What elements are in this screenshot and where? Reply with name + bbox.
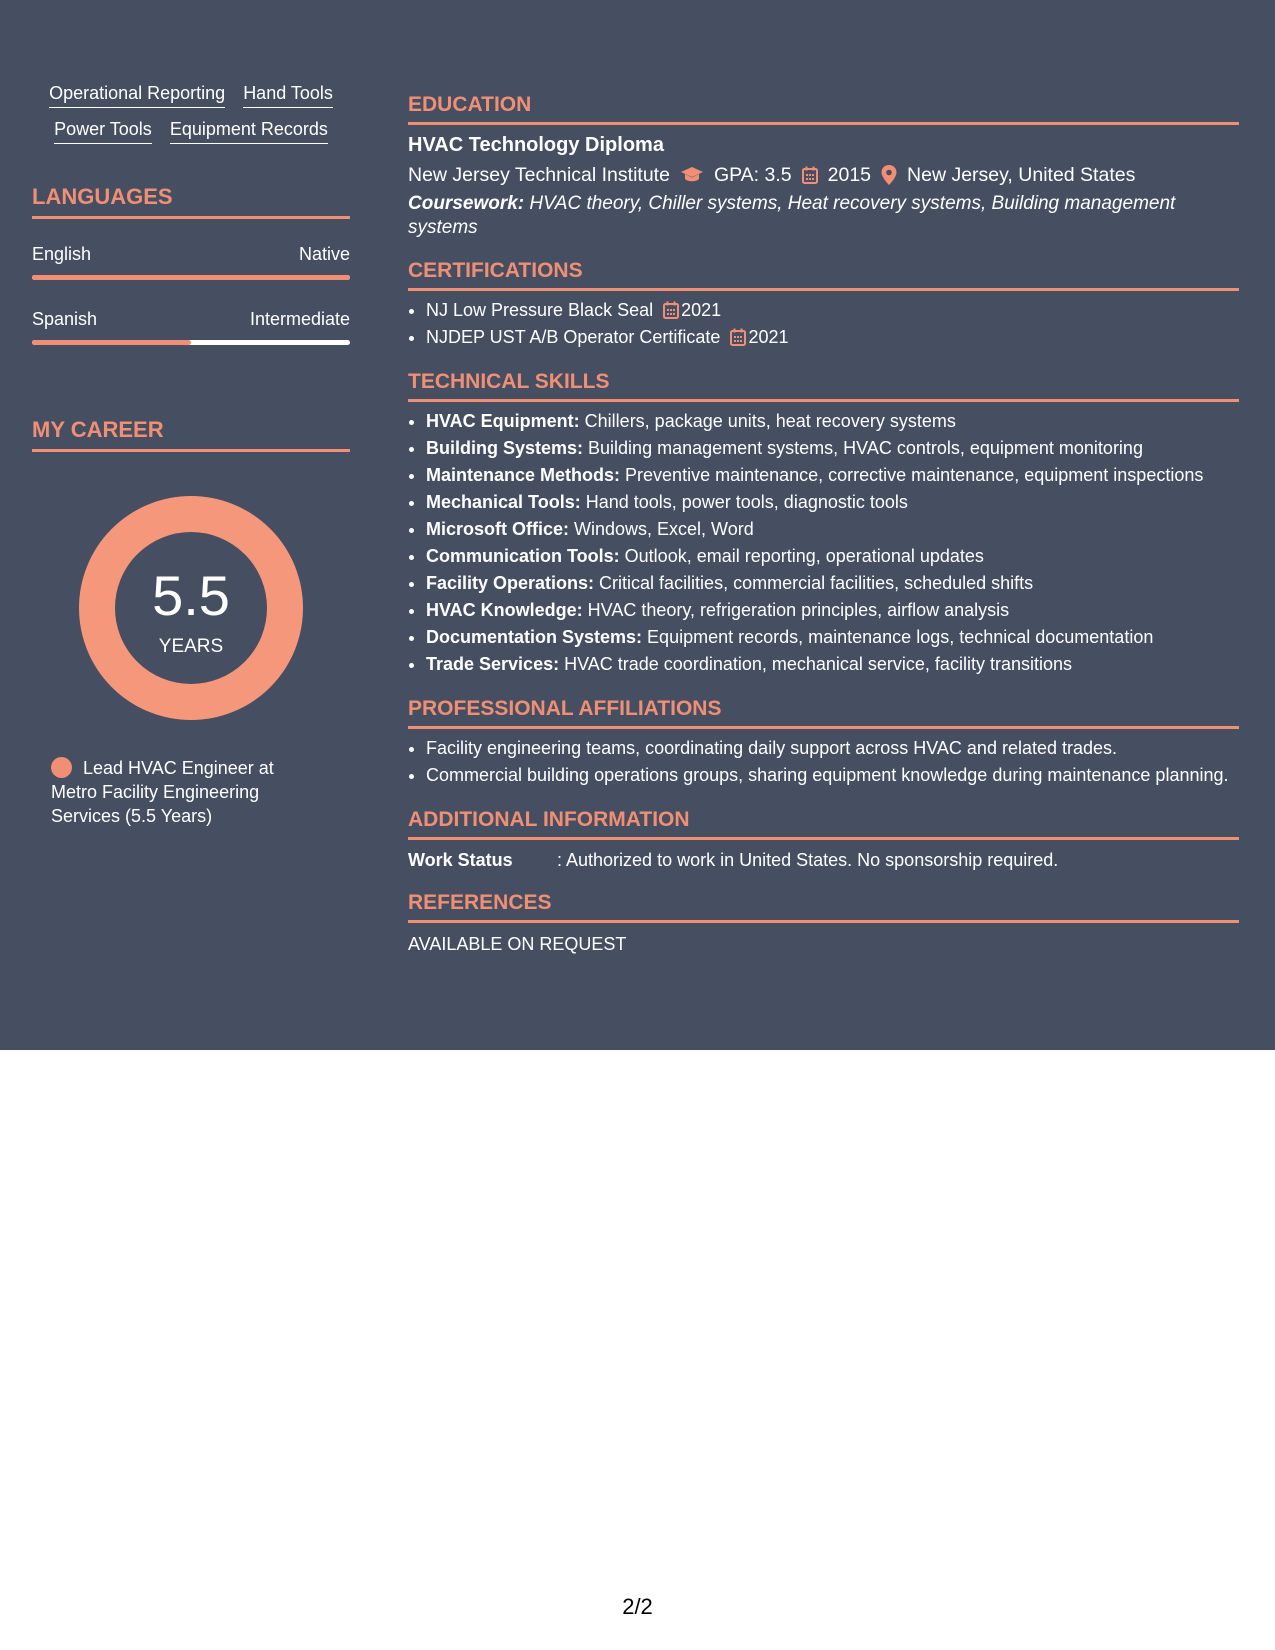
career-years-unit: YEARS — [158, 636, 224, 657]
certifications-heading: CERTIFICATIONS — [408, 258, 1239, 291]
career-heading: MY CAREER — [32, 417, 350, 452]
skill-values: Windows, Excel, Word — [569, 519, 754, 539]
certification-name: NJDEP UST A/B Operator Certificate — [426, 327, 721, 347]
certification-year: 2021 — [748, 327, 789, 347]
skill-item — [426, 543, 1239, 570]
work-status-label: Work Status — [408, 850, 513, 870]
work-status-value: : Authorized to work in United States. No sponsorship required. — [557, 850, 1059, 870]
affiliation-item: • Commercial building operations groups, sharing equipment knowledge during maintenance planning. — [426, 762, 1239, 789]
calendar-icon — [663, 301, 679, 319]
skill-tag: Hand Tools — [243, 82, 333, 108]
certification-item — [426, 324, 1239, 351]
skill-values: Building management systems, HVAC controls, equipment monitoring — [583, 438, 1143, 458]
page-number: 2/2 — [622, 1594, 653, 1619]
skill-item — [426, 435, 1239, 462]
language-item — [32, 308, 350, 345]
skill-tag: Power Tools — [54, 118, 152, 144]
career-years-donut — [79, 496, 303, 720]
skill-category: HVAC Equipment: — [426, 411, 580, 431]
work-status-row — [408, 848, 1239, 872]
skill-category: HVAC Knowledge: — [426, 600, 583, 620]
calendar-icon — [730, 328, 746, 346]
skill-values: Outlook, email reporting, operational updates — [619, 546, 984, 566]
sidebar — [32, 82, 350, 828]
location-pin-icon — [881, 165, 897, 185]
coursework-label: Coursework: — [408, 193, 525, 214]
skill-values: Hand tools, power tools, diagnostic tools — [580, 492, 908, 512]
references-heading: REFERENCES — [408, 890, 1239, 923]
language-item — [32, 243, 350, 280]
main-content — [408, 92, 1239, 974]
skill-item — [426, 516, 1239, 543]
skill-values: HVAC trade coordination, mechanical service, facility transitions — [559, 654, 1072, 674]
skill-category: Building Systems: — [426, 438, 584, 458]
technical-skills-heading: TECHNICAL SKILLS — [408, 369, 1239, 402]
references-text: AVAILABLE ON REQUEST — [408, 934, 627, 954]
coursework-list: HVAC theory, Chiller systems, Heat recovery systems, Building management systems — [408, 193, 1176, 238]
skill-item — [426, 462, 1239, 489]
certification-item — [426, 297, 1239, 324]
skill-item — [426, 624, 1239, 651]
skill-tags — [32, 82, 350, 144]
skill-item — [426, 651, 1239, 678]
language-level: Native — [298, 244, 350, 264]
skill-item — [426, 597, 1239, 624]
skill-category: Communication Tools: — [426, 546, 620, 566]
language-name: English — [32, 244, 92, 264]
skill-category: Microsoft Office: — [426, 519, 570, 539]
career-position — [51, 756, 311, 828]
technical-skills-section — [408, 369, 1239, 678]
education-section — [408, 92, 1239, 240]
calendar-icon — [802, 166, 818, 184]
languages-heading: LANGUAGES — [32, 184, 350, 219]
language-bar — [32, 340, 350, 345]
affiliation-item: • Facility engineering teams, coordinating daily support across HVAC and related trades. — [426, 735, 1239, 762]
career-years-value: 5.5 — [152, 564, 230, 627]
certification-name: NJ Low Pressure Black Seal — [426, 300, 654, 320]
language-name: Spanish — [32, 309, 98, 329]
affiliations-heading: PROFESSIONAL AFFILIATIONS — [408, 696, 1239, 729]
skill-tag: Operational Reporting — [49, 82, 225, 108]
skill-category: Facility Operations: — [426, 573, 595, 593]
certifications-section — [408, 258, 1239, 351]
skill-category: Maintenance Methods: — [426, 465, 621, 485]
education-heading: EDUCATION — [408, 92, 1239, 125]
career-position-text: Lead HVAC Engineer at Metro Facility Engineering Services (5.5 Years) — [51, 758, 274, 826]
skill-values: HVAC theory, refrigeration principles, airflow analysis — [582, 600, 1010, 620]
language-level: Intermediate — [249, 309, 350, 329]
graduation-year: 2015 — [827, 164, 872, 186]
career-section — [32, 417, 350, 828]
gpa: GPA: 3.5 — [713, 164, 792, 186]
skill-item — [426, 489, 1239, 516]
degree-title: HVAC Technology Diploma — [408, 134, 664, 156]
languages-section — [32, 184, 350, 345]
skill-category: Mechanical Tools: — [426, 492, 581, 512]
skill-values: Critical facilities, commercial facilities, scheduled shifts — [594, 573, 1034, 593]
additional-info-heading: ADDITIONAL INFORMATION — [408, 807, 1239, 840]
skill-values: Preventive maintenance, corrective maintenance, equipment inspections — [620, 465, 1204, 485]
language-bar-fill — [32, 275, 350, 280]
skill-item — [426, 570, 1239, 597]
language-bar — [32, 275, 350, 280]
skill-category: Trade Services: — [426, 654, 560, 674]
language-bar-fill — [32, 340, 191, 345]
skill-values: Equipment records, maintenance logs, technical documentation — [642, 627, 1154, 647]
bullet-dot-icon — [51, 757, 72, 778]
skill-tag: Equipment Records — [170, 118, 328, 144]
certification-year: 2021 — [681, 300, 722, 320]
additional-info-section — [408, 807, 1239, 872]
school-location: New Jersey, United States — [907, 164, 1136, 186]
skill-values: Chillers, package units, heat recovery systems — [579, 411, 956, 431]
skill-item — [426, 408, 1239, 435]
affiliations-section — [408, 696, 1239, 789]
graduation-cap-icon — [680, 166, 704, 184]
references-section — [408, 890, 1239, 956]
education-details — [408, 163, 1239, 187]
school-name: New Jersey Technical Institute — [408, 164, 670, 186]
skill-category: Documentation Systems: — [426, 627, 643, 647]
coursework — [408, 192, 1239, 240]
